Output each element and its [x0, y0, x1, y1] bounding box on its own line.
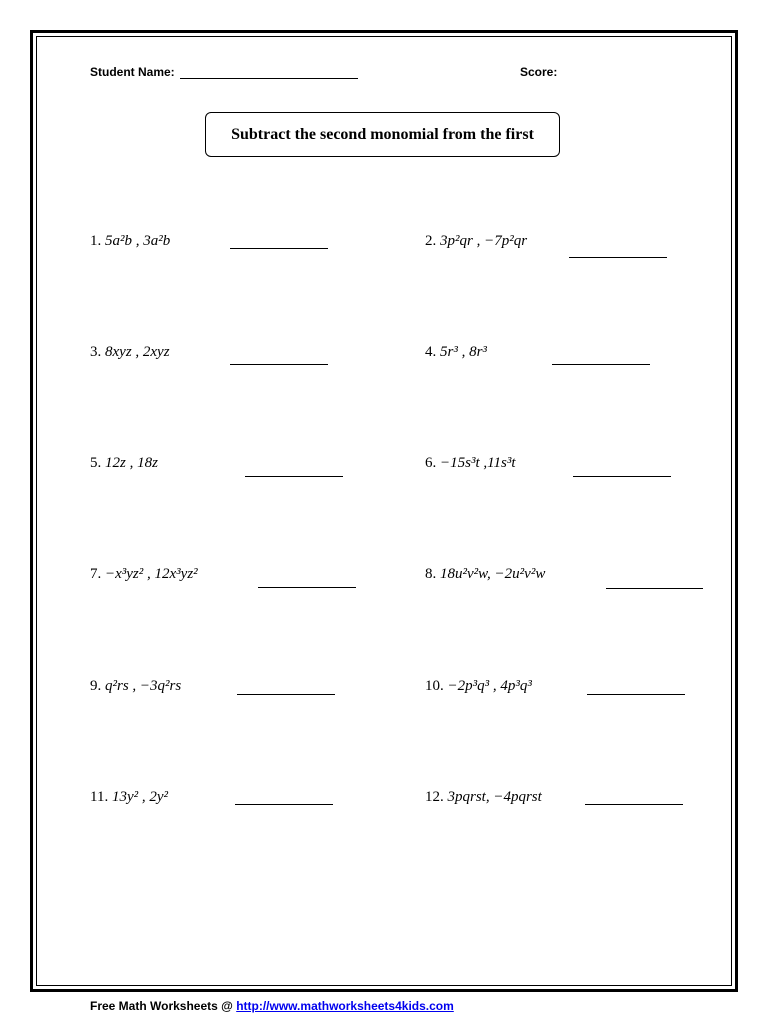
problem-6 — [425, 451, 516, 475]
footer — [90, 998, 454, 1014]
student-name-label: Student Name: — [90, 65, 175, 79]
instruction-title: Subtract the second monomial from the first — [231, 125, 534, 143]
problem-expression: q²rs , −3q²rs — [105, 678, 182, 694]
problem-number: 9. — [90, 678, 102, 694]
problem-expression: 5r³ , 8r³ — [440, 344, 487, 360]
problem-expression: −x³yz² , 12x³yz² — [105, 566, 198, 582]
problem-expression: −2p³q³ , 4p³q³ — [447, 678, 532, 694]
problem-number: 1. — [90, 233, 102, 249]
problem-number: 7. — [90, 566, 102, 582]
answer-blank-1[interactable] — [230, 248, 328, 249]
problem-expression: 13y² , 2y² — [111, 789, 169, 805]
answer-blank-12[interactable] — [585, 804, 683, 805]
footer-link[interactable]: http://www.mathworksheets4kids.com — [236, 999, 454, 1013]
problem-11 — [90, 785, 168, 809]
answer-blank-7[interactable] — [258, 587, 356, 588]
problem-number: 4. — [425, 344, 437, 360]
problem-expression: −15s³t ,11s³t — [440, 455, 516, 471]
problem-number: 3. — [90, 344, 102, 360]
answer-blank-6[interactable] — [573, 476, 671, 477]
problem-expression: 3p²qr , −7p²qr — [440, 233, 528, 249]
page-border-inner — [36, 36, 732, 986]
problem-number: 5. — [90, 455, 102, 471]
problem-10 — [425, 674, 532, 698]
problem-number: 8. — [425, 566, 437, 582]
problem-2 — [425, 229, 527, 253]
problem-expression: 12z , 18z — [105, 455, 158, 471]
problem-number: 11. — [90, 789, 109, 805]
problem-expression: 18u²v²w, −2u²v²w — [440, 566, 546, 582]
answer-blank-10[interactable] — [587, 694, 685, 695]
answer-blank-11[interactable] — [235, 804, 333, 805]
problem-expression: 5a²b , 3a²b — [105, 233, 171, 249]
problem-expression: 8xyz , 2xyz — [105, 344, 170, 360]
problem-expression: 3pqrst, −4pqrst — [447, 789, 542, 805]
problem-number: 6. — [425, 455, 437, 471]
instruction-box — [205, 112, 560, 157]
problem-12 — [425, 785, 542, 809]
problem-3 — [90, 340, 170, 364]
answer-blank-5[interactable] — [245, 476, 343, 477]
answer-blank-3[interactable] — [230, 364, 328, 365]
student-name-blank[interactable] — [180, 78, 358, 79]
problem-5 — [90, 451, 158, 475]
problem-7 — [90, 562, 198, 586]
score-label: Score: — [520, 65, 558, 79]
footer-text: Free Math Worksheets @ — [90, 999, 237, 1013]
problem-number: 12. — [425, 789, 444, 805]
problem-1 — [90, 229, 170, 253]
problem-9 — [90, 674, 181, 698]
answer-blank-4[interactable] — [552, 364, 650, 365]
problem-number: 2. — [425, 233, 437, 249]
problem-8 — [425, 562, 545, 586]
answer-blank-8[interactable] — [606, 588, 703, 589]
problem-number: 10. — [425, 678, 444, 694]
problem-4 — [425, 340, 487, 364]
answer-blank-9[interactable] — [237, 694, 335, 695]
answer-blank-2[interactable] — [569, 257, 667, 258]
